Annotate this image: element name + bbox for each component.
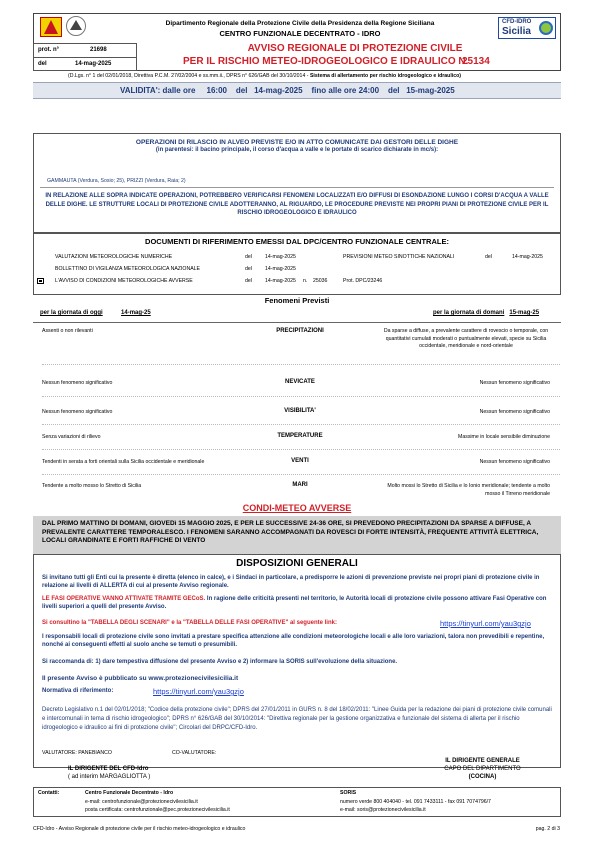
row-sea-name: MARI (292, 482, 308, 488)
tomorrow-sea: Molto mossi lo Stretto di Sicilia e lo Ionio meridionale; tendente a molto mosso il Tirreno meridionale (387, 483, 550, 497)
today-snow: Nessun fenomeno significativo (42, 380, 113, 386)
contacts-pec[interactable]: posta certificata: centrofunzionale@pec.protezionecivilesicilia.it (85, 807, 230, 813)
soris-phone: numero verde 800 404040 - tel. 091 7433111 - fax 091 7074796/7 (340, 799, 491, 805)
tomorrow-temperature: Massime in locale sensibile diminuzione (458, 434, 550, 440)
adverse-title: CONDI-METEO AVVERSE (242, 503, 352, 513)
ref-avviso-date: 14-mag-2025 (265, 278, 296, 284)
today-wind: Tendenti in serata a forti orientali sulla Sicilia occidentale e meridionale (42, 459, 205, 465)
general-director-name: (COCINA) (468, 774, 497, 780)
row-temperature-name: TEMPERATURE (277, 433, 323, 439)
ref-prot: Prot. DPC/23246 (343, 278, 383, 284)
ref-boll-date: 14-mag-2025 (265, 266, 296, 272)
ref-prev-sin-date: 14-mag-2025 (512, 254, 543, 260)
cfd-idro-logo-icon: CFD-IDRO Sicilia (498, 17, 556, 39)
director-title: IL DIRIGENTE DEL CFD-Idro (68, 766, 149, 772)
ref-avviso-n: n. (303, 278, 308, 284)
dams-list: GAMMAUTA (Verdura, Sosio; 25), PRIZZI (Verdura, Raia; 2) (47, 178, 186, 184)
row-visibility-name: VISIBILITA' (284, 408, 316, 414)
general-p3: Si consultino la "TABELLA DEGLI SCENARI" e la "TABELLA DELLE FASI OPERATIVE" al seguente link: (42, 620, 337, 626)
ref-avviso-del: del (245, 278, 252, 284)
ref-val-meteo-date: 14-mag-2025 (265, 254, 296, 260)
tomorrow-wind: Nessun fenomeno significativo (479, 459, 550, 465)
general-p6: Il presente Avviso è pubblicato su www.protezionecivilesicilia.it (42, 675, 239, 682)
row-wind-name: VENTI (291, 458, 309, 464)
normativa-link[interactable]: https://tinyurl.com/yau3gzjo (153, 687, 244, 696)
director-name: ( ad interim MARGAGLIOTTA ) (68, 774, 151, 780)
co-evaluator: CO-VALUTATORE: (172, 750, 217, 756)
soris-label: SORIS (340, 790, 357, 796)
today-precip: Assenti o non rilevanti (42, 328, 93, 334)
row-precip-name: PRECIPITAZIONI (276, 328, 324, 334)
row-snow-name: NEVICATE (285, 379, 315, 385)
scenari-link[interactable]: https://tinyurl.com/yau3gzjo (440, 619, 531, 628)
dams-title: OPERAZIONI DI RILASCIO IN ALVEO PREVISTE E/O IN ATTO COMUNICATE DAI GESTORI DELLE DIGHE (135, 139, 459, 146)
dams-subtitle: (in parentesi: il bacino principale, il corso d'acqua a valle e le portate di scarico dichiarate in mc/s): (155, 147, 439, 153)
footer-left: CFD-Idro - Avviso Regionale di protezione civile per il rischio meteo-idrogeologico e idraulico (33, 826, 246, 832)
prot-number: 21698 (90, 47, 107, 53)
bulletin-title-2: PER IL RISCHIO METEO-IDROGEOLOGICO E IDRAULICO N. (183, 56, 469, 67)
general-p1: Si invitano tutti gli Enti cui la presente è diretta (elenco in calce), e i Sindaci in particolare, a predisporre le azioni di prevenzione previste nei propri piani di protezione civile in relazione ai livelli di ALLERTA di cui al presente Avviso regionale. (42, 575, 540, 589)
dams-notice: IN RELAZIONE ALLE SOPRA INDICATE OPERAZIONI, POTREBBERO VERIFICARSI FENOMENI LOCALIZZATI E/O DIFFUSI DI ESONDAZIONE LUNGO I CORSI D'ACQUA A VALLE DELLE DIGHE. LE STRUTTURE LOCALI DI PROTEZIONE CIVILE ADOTTERANNO, AL RIGUARDO, LE PROCEDURE PREVISTE NEI PROPRI PIANI DI PROTEZIONE CIVILE PER IL RISCHIO IDROGEOLOGICO E IDRAULICO (45, 193, 549, 216)
tomorrow-visibility: Nessun fenomeno significativo (479, 409, 550, 415)
ref-avviso: L'AVVISO DI CONDIZIONI METEOROLOGICHE AVVERSE (55, 278, 193, 284)
general-p4: I responsabili locali di protezione civile sono invitati a prestare specifica attenzione alle condizioni meteorologiche locali e alle loro variazioni, talora non prevedibili e repentine, nonché ai conseguenti effetti al suolo anche se temuti o presumibili. (42, 634, 545, 648)
contacts-email[interactable]: e-mail: centrofunzionale@protezionecivilesicilia.it (85, 799, 198, 805)
ref-val-meteo-del: del (245, 254, 252, 260)
ref-boll-del: del (245, 266, 252, 272)
region-sicily-logo-icon (40, 17, 62, 37)
today-visibility: Nessun fenomeno significativo (42, 409, 113, 415)
soris-email[interactable]: e-mail: soris@protezionecivilesicilia.it (340, 807, 426, 813)
today-sea: Tendente a molto mosso lo Stretto di Sicilia (42, 483, 142, 489)
today-label: per la giornata di oggi 14-mag-25 (40, 310, 151, 316)
general-p8: Decreto Legislativo n.1 del 02/01/2018; "Codice della protezione civile"; DPRS del 27/01/2011 in GURS n. 8 del 18/02/2011: "Linee Guida per la redazione dei piani di protezione civile comunali e intercomunali in tema di rischio idrogeologico"; DPRS n° 626/GAB del 30/10/2014: "Direttiva regionale per la gestione organizzativa e funzionale del sistema di allerta per il rischio idrogeologico e idraulico ai fini di protezione civile"; Circolari del DRPC/CFD-Idro. (42, 707, 552, 731)
ref-boll: BOLLETTINO DI VIGILANZA METEOROLOGICA NAZIONALE (55, 266, 200, 272)
legal-refs: (D.Lgs. n° 1 del 02/01/2018, Direttiva P.C.M. 27/02/2004 e ss.mm.ii., DPRS n° 626/GAB del 30/10/2014 - Sistema di allertamento per rischio idrogeologico e idraulico) (68, 73, 462, 79)
tomorrow-snow: Nessun fenomeno significativo (479, 380, 550, 386)
reference-title: DOCUMENTI DI RIFERIMENTO EMESSI DAL DPC/CENTRO FUNZIONALE CENTRALE: (145, 237, 449, 246)
ref-prev-sin: PREVISIONI METEO SINOTTICHE NAZIONALI (343, 254, 455, 260)
tomorrow-label: per la giornata di domani 15-mag-25 (433, 310, 540, 316)
prot-date: 14-mag-2025 (75, 61, 112, 67)
prot-date-label: del (38, 61, 47, 67)
evaluator: VALUTATORE: PANEBIANCO (42, 750, 112, 756)
civil-protection-logo-icon (66, 16, 86, 36)
footer-right: pag. 2 di 3 (535, 826, 560, 832)
general-director-title: IL DIRIGENTE GENERALE (445, 758, 520, 764)
general-p5: Si raccomanda di: 1) dare tempestiva diffusione del presente Avviso e 2) informare la SORIS sull'evoluzione della situazione. (42, 659, 398, 665)
bulletin-title-1: AVVISO REGIONALE DI PROTEZIONE CIVILE (247, 43, 463, 54)
tomorrow-precip: Da sparse a diffuse, a prevalente carattere di rovescio o temporale, con quantitativi cumulati moderati o puntualmente elevati, specie su Sicilia occidentale, meridionale e nord-orientale (383, 328, 549, 349)
general-p2: LE FASI OPERATIVE VANNO ATTIVATE TRAMITE GECoS. In ragione delle criticità presenti nel territorio, le Autorità locali di protezione civile possono attivare Fasi Operative con livelli superiori a quelli del presente Avviso. (42, 596, 547, 610)
general-director-sub: CAPO DEL DIPARTIMENTO (444, 766, 521, 772)
globe-icon (539, 21, 553, 35)
contacts-label: Contatti: (38, 790, 60, 796)
ref-avviso-number: 25036 (313, 278, 328, 284)
prot-label: prot. n° (38, 47, 60, 53)
dept-title: Dipartimento Regionale della Protezione Civile della Presidenza della Regione Siciliana (165, 20, 435, 27)
validity-line: VALIDITA': dalle ore 16:00 del 14-mag-2025 fino alle ore 24:00 del 15-mag-2025 (120, 86, 455, 95)
bulletin-number: 25134 (462, 56, 490, 67)
contacts-centre: Centro Funzionale Decentrato - Idro (85, 790, 174, 796)
phenomena-title: Fenomeni Previsti (264, 296, 330, 305)
ref-val-meteo: VALUTAZIONI METEOROLOGICHE NUMERICHE (55, 254, 173, 260)
ref-prev-sin-del: del (485, 254, 492, 260)
normativa-label: Normativa di riferimento: (42, 688, 114, 694)
today-temperature: Senza variazioni di rilievo (42, 434, 101, 440)
avviso-checkbox (37, 278, 44, 284)
general-title: DISPOSIZIONI GENERALI (236, 558, 358, 569)
centre-title: CENTRO FUNZIONALE DECENTRATO - IDRO (219, 29, 381, 38)
adverse-text: DAL PRIMO MATTINO DI DOMANI, GIOVEDì 15 MAGGIO 2025, E PER LE SUCCESSIVE 24-36 ORE, SI PREVEDONO PRECIPITAZIONI DA SPARSE A DIFFUSE, A PREVALENTE CARATTERE TEMPORALESCO. I FENOMENI SARANNO ACCOMPAGNATI DA ROVESCI DI FORTE INTENSITÀ, FREQUENTE ATTIVITÀ ELETTRICA, LOCALI GRANDINATE E FORTI RAFFICHE DI VENTO (42, 520, 539, 544)
